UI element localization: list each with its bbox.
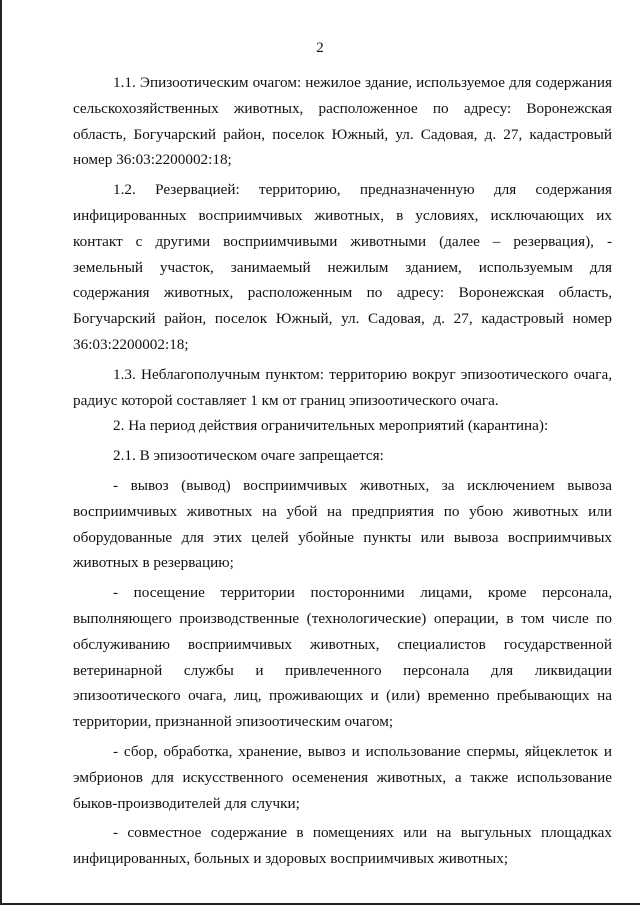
paragraph-2: 2. На период действия ограничительных мероприятий (карантина): [113,417,549,435]
list-item-semen: - сбор, обработка, хранение, вывоз и использование спермы, яйцеклеток и эмбрионов для искусственного осеменения животных, а также использование быков-производителей для случки; [73,742,612,812]
paragraph-1-1: 1.1. Эпизоотическим очагом: нежилое здание, используемое для содержания сельскохозяйственных животных, расположенное по адресу: Воронежская область, Богучарский район, поселок Южный, ул. Садовая, д. 27, кадастровый номер 36:03:2200002:18; [73,74,612,169]
list-item-joint-keeping: - совместное содержание в помещениях или на выгульных площадках инфицированных, больных и здоровых восприимчивых животных; [73,824,612,868]
page-number: 2 [316,40,324,56]
paragraph-1-3: 1.3. Неблагополучным пунктом: территорию вокруг эпизоотического очага, радиус которой составляет 1 км от границ эпизоотического очага. [73,365,612,409]
paragraph-1-2: 1.2. Резервацией: территорию, предназначенную для содержания инфицированных восприимчивых животных, в условиях, исключающих их контакт с другими восприимчивыми животными (далее – резервация), - земельный участок, занимаемый нежилым зданием, используемым для содержания животных, расположенным по адресу: Воронежская область, Богучарский район, поселок Южный, ул. Садовая, д. 27, кадастровый номер 36:03:2200002:18; [73,181,612,353]
scan-edge-left [0,0,2,905]
list-item-removal: - вывоз (вывод) восприимчивых животных, за исключением вывоза восприимчивых животных на убой на предприятия по убою животных или оборудованные для этих целей убойные пункты или вывоза восприимчивых животных в резервацию; [73,476,612,572]
list-item-visits: - посещение территории посторонними лицами, кроме персонала, выполняющего производственные (технологические) операции, в том числе по обслуживанию восприимчивых животных, специалистов государственной ветеринарной службы и привлеченного персонала для ликвидации эпизоотического очага, лиц, проживающих и (или) временно пребывающих на территории, признанной эпизоотическим очагом; [73,584,612,731]
paragraph-2-1: 2.1. В эпизоотическом очаге запрещается: [113,447,384,465]
document-body [73,70,612,872]
